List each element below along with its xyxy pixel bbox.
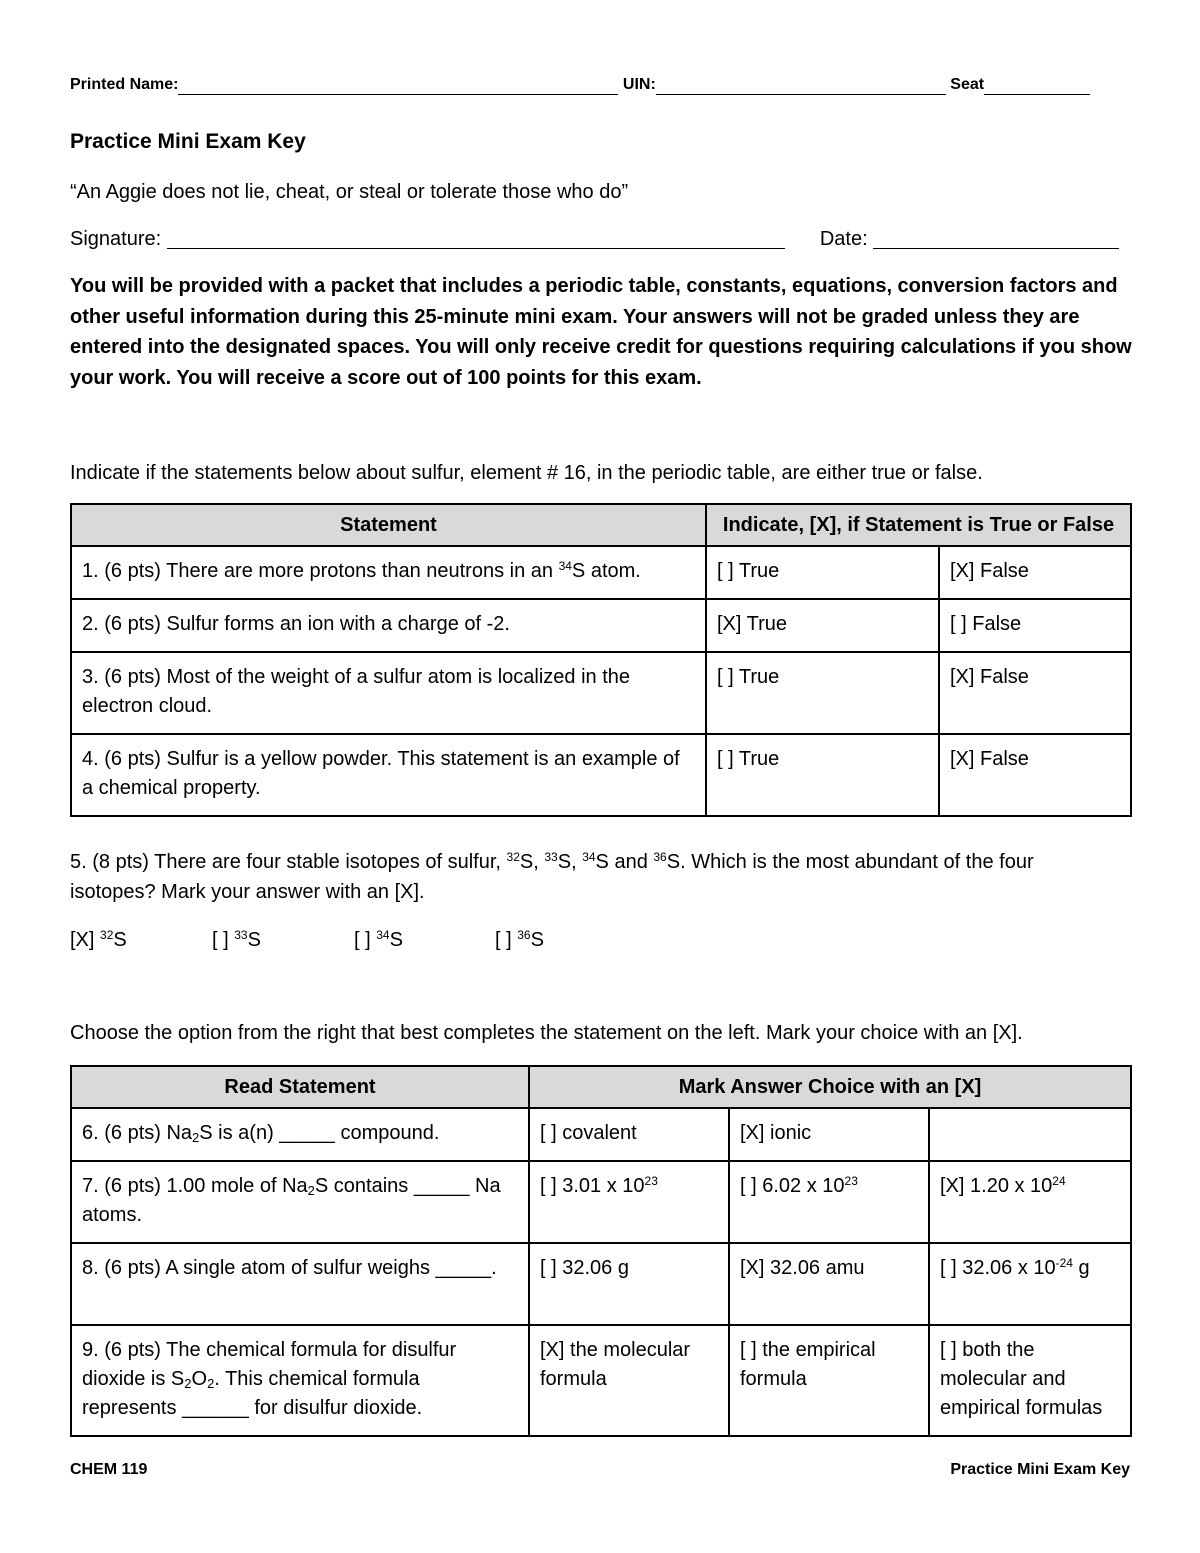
signature-label: Signature:	[70, 228, 162, 250]
q5-option-4[interactable]: [ ] $^{36}$S	[495, 928, 544, 951]
q5-text: 5. (8 pts) There are four stable isotopes of sulfur, $^{32}$S, $^{33}$S, $^{34}$S and $^{36}$S. Which is the most abundant of the four isotopes? Mark your answer with an [X].	[70, 850, 1034, 903]
q7-choice-2[interactable]: [ ] 6.02 x $10^{23}$	[729, 1161, 929, 1243]
honor-code: “An Aggie does not lie, cheat, or steal or tolerate those who do”	[70, 181, 629, 203]
tf-true-4[interactable]: [ ] True	[706, 734, 939, 816]
date-field[interactable]	[873, 226, 1119, 249]
tf-prompt: Indicate if the statements below about sulfur, element # 16, in the periodic table, are either true or false.	[70, 462, 983, 484]
table-row	[71, 1108, 1131, 1161]
mc-statement-9: 9. (6 pts) The chemical formula for disulfur dioxide is $S_2O_2$. This chemical formula represents ______ for disulfur dioxide.	[71, 1325, 529, 1436]
signature-line	[70, 224, 1119, 254]
tf-statement-1: 1. (6 pts) There are more protons than neutrons in an $^{34}$S atom.	[71, 546, 706, 599]
tf-true-3[interactable]: [ ] True	[706, 652, 939, 734]
q9-choice-3[interactable]: [ ] both the molecular and empirical formulas	[929, 1325, 1131, 1436]
page-title: Practice Mini Exam Key	[70, 130, 306, 153]
tf-statement-3: 3. (6 pts) Most of the weight of a sulfur atom is localized in the electron cloud.	[71, 652, 706, 734]
tf-false-4[interactable]: [X] False	[939, 734, 1131, 816]
footer-course: CHEM 119	[70, 1461, 148, 1478]
mc-prompt: Choose the option from the right that best completes the statement on the left. Mark your choice with an [X].	[70, 1022, 1023, 1044]
table-row	[71, 1325, 1131, 1436]
tf-header-statement: Statement	[71, 504, 706, 546]
header-line	[70, 76, 1090, 95]
tf-false-1[interactable]: [X] False	[939, 546, 1131, 599]
table-row	[71, 1161, 1131, 1243]
q8-choice-1[interactable]: [ ] 32.06 g	[529, 1243, 729, 1325]
printed-name-label: Printed Name:	[70, 76, 179, 93]
q6-choice-2[interactable]: [X] ionic	[729, 1108, 929, 1161]
mc-statement-7: 7. (6 pts) 1.00 mole of $Na_2S$ contains _____ Na atoms.	[71, 1161, 529, 1243]
table-row	[71, 546, 1131, 599]
mc-statement-6: 6. (6 pts) $Na_2S$ is a(n) _____ compound.	[71, 1108, 529, 1161]
table-row	[71, 599, 1131, 652]
signature-field[interactable]	[167, 226, 785, 249]
q9-choice-2[interactable]: [ ] the empirical formula	[729, 1325, 929, 1436]
uin-label: UIN:	[622, 76, 656, 93]
tf-statement-2: 2. (6 pts) Sulfur forms an ion with a charge of -2.	[71, 599, 706, 652]
tf-header-indicate: Indicate, [X], if Statement is True or False	[706, 504, 1131, 546]
q5-option-1[interactable]: [X] $^{32}$S	[70, 928, 127, 951]
seat-field[interactable]	[984, 76, 1090, 95]
mc-header-statement: Read Statement	[71, 1066, 529, 1108]
tf-false-2[interactable]: [ ] False	[939, 599, 1131, 652]
mc-header-answer: Mark Answer Choice with an [X]	[529, 1066, 1131, 1108]
mc-table	[70, 1065, 1132, 1437]
q8-choice-2[interactable]: [X] 32.06 amu	[729, 1243, 929, 1325]
q6-choice-3	[929, 1108, 1131, 1161]
instructions: You will be provided with a packet that includes a periodic table, constants, equations, conversion factors and other useful information during this 25-minute mini exam. Your answers will not be graded unless they are entered into the designated spaces. You will only receive credit for questions requiring calculations if you show your work. You will receive a score out of 100 points for this exam.	[70, 275, 1132, 389]
tf-true-1[interactable]: [ ] True	[706, 546, 939, 599]
q9-choice-1[interactable]: [X] the molecular formula	[529, 1325, 729, 1436]
mc-statement-8: 8. (6 pts) A single atom of sulfur weighs _____.	[71, 1243, 529, 1325]
date-label: Date:	[819, 228, 868, 250]
mc-header-row	[71, 1066, 1131, 1108]
table-row	[71, 652, 1131, 734]
table-row	[71, 1243, 1131, 1325]
table-row	[71, 734, 1131, 816]
printed-name-field[interactable]	[178, 76, 618, 95]
tf-table	[70, 503, 1132, 817]
tf-true-2[interactable]: [X] True	[706, 599, 939, 652]
q6-choice-1[interactable]: [ ] covalent	[529, 1108, 729, 1161]
seat-label: Seat	[950, 76, 985, 93]
q7-choice-3[interactable]: [X] 1.20 x $10^{24}$	[929, 1161, 1131, 1243]
tf-header-row	[71, 504, 1131, 546]
footer-title: Practice Mini Exam Key	[950, 1461, 1130, 1478]
tf-statement-4: 4. (6 pts) Sulfur is a yellow powder. This statement is an example of a chemical property.	[71, 734, 706, 816]
q5-option-3[interactable]: [ ] $^{34}$S	[354, 928, 403, 951]
q8-choice-3[interactable]: [ ] 32.06 x $10^{-24}$ g	[929, 1243, 1131, 1325]
q5-option-2[interactable]: [ ] $^{33}$S	[212, 928, 261, 951]
q7-choice-1[interactable]: [ ] 3.01 x $10^{23}$	[529, 1161, 729, 1243]
uin-field[interactable]	[656, 76, 946, 95]
tf-false-3[interactable]: [X] False	[939, 652, 1131, 734]
